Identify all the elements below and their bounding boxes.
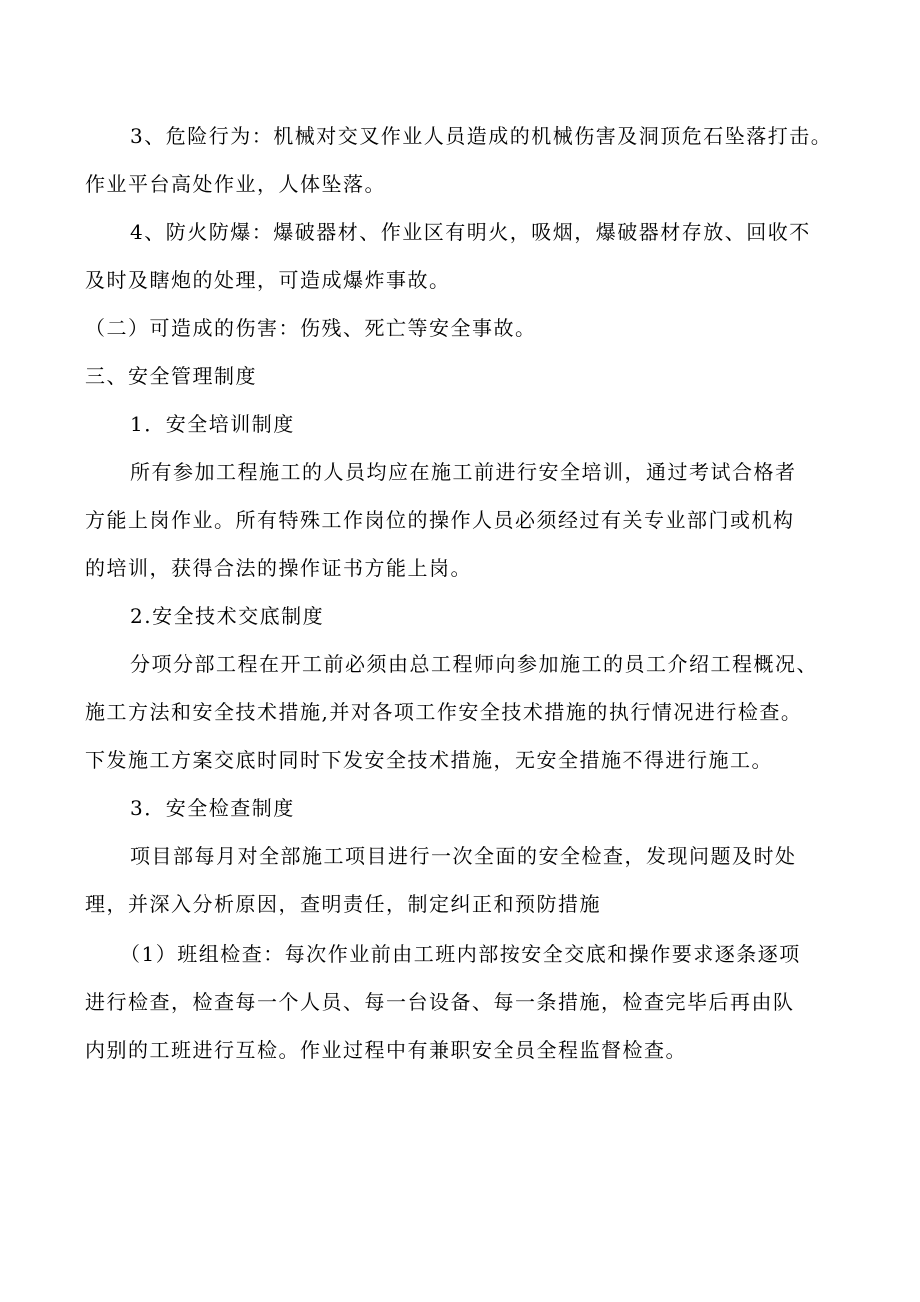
text-line: 进行检查，检查每一个人员、每一台设备、每一条措施，检查完毕后再由队 (85, 990, 795, 1014)
text-line: 及时及瞎炮的处理，可造成爆炸事故。 (85, 268, 451, 292)
section-heading-safety-management (85, 352, 865, 400)
text-line: （二）可造成的伤害：伤残、死亡等安全事故。 (85, 316, 537, 340)
paragraph-injury (85, 304, 865, 352)
text-line: 方能上岗作业。所有特殊工作岗位的操作人员必须经过有关专业部门或机构 (85, 508, 795, 532)
heading-text: 2.安全技术交底制度 (130, 604, 325, 628)
text-line: 3、危险行为：机械对交叉作业人员造成的机械伤害及洞顶危石坠落打击。 (130, 124, 833, 148)
text-line: 的培训，获得合法的操作证书方能上岗。 (85, 556, 472, 580)
subheading-safety-training (85, 400, 865, 448)
subheading-technical-briefing (85, 592, 865, 640)
heading-text: 3．安全检查制度 (130, 796, 295, 820)
paragraph-fire-explosion (85, 208, 865, 304)
text-line: 4、防火防爆：爆破器材、作业区有明火，吸烟，爆破器材存放、回收不 (130, 220, 811, 244)
paragraph-team-inspection (85, 930, 865, 1074)
text-line: （1）班组检查：每次作业前由工班内部按安全交底和操作要求逐条逐项 (120, 942, 801, 966)
paragraph-safety-training (85, 448, 865, 592)
text-line: 项目部每月对全部施工项目进行一次全面的安全检查，发现问题及时处 (130, 844, 797, 868)
text-line: 所有参加工程施工的人员均应在施工前进行安全培训，通过考试合格者 (130, 460, 797, 484)
heading-text: 1．安全培训制度 (130, 412, 295, 436)
paragraph-safety-inspection (85, 832, 865, 928)
text-line: 分项分部工程在开工前必须由总工程师向参加施工的员工介绍工程概况、 (130, 652, 818, 676)
text-line: 下发施工方案交底时同时下发安全技术措施，无安全措施不得进行施工。 (85, 748, 773, 772)
text-line: 作业平台高处作业，人体坠落。 (85, 172, 386, 196)
paragraph-hazard-behavior (85, 112, 865, 208)
text-line: 理，并深入分析原因，查明责任，制定纠正和预防措施 (85, 892, 601, 916)
subheading-safety-inspection (85, 784, 865, 832)
paragraph-technical-briefing (85, 640, 865, 784)
text-line: 施工方法和安全技术措施,并对各项工作安全技术措施的执行情况进行检查。 (85, 700, 803, 724)
text-line: 内别的工班进行互检。作业过程中有兼职安全员全程监督检查。 (85, 1038, 687, 1062)
heading-text: 三、安全管理制度 (85, 364, 257, 388)
